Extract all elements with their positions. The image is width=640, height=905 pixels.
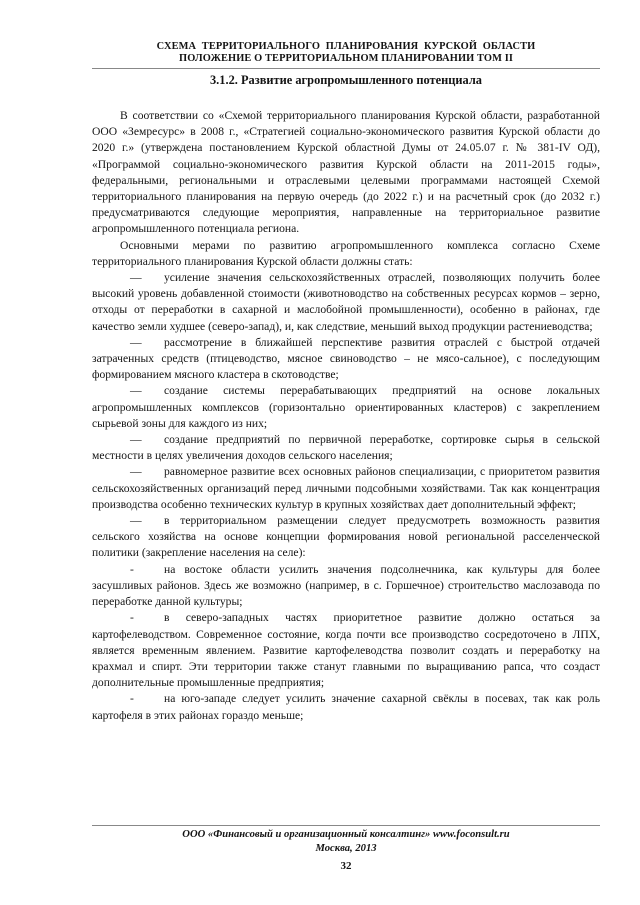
list-dash: —: [130, 384, 142, 398]
list-item: [92, 432, 600, 464]
list-item-text: создание системы перерабатывающих предприятий на основе локальных агропромышленных комплексов (горизонтально ориентированных кластеров) с закреплением сырьевой зоны для каждого из них;: [92, 384, 600, 430]
list-dash: —: [130, 271, 142, 285]
document-body: [92, 108, 600, 724]
list-dash: -: [130, 692, 134, 706]
list-item: [92, 464, 600, 513]
list-item-text: в северо-западных частях приоритетное развитие должно остаться за картофелеводством. Современное состояние, когда почти все производство сосредоточено в ЛПХ, является временным явлением. Развитие картофелеводства позволит создать и переработку на крахмал и спирт. Эти территории также станут главными по выращиванию рапса, что создаст дополнительные промышленные предприятия;: [92, 611, 600, 690]
footer-company: ООО «Финансовый и организационный консалтинг» www.foconsult.ru: [182, 829, 510, 840]
section-title: 3.1.2. Развитие агропромышленного потенциала: [209, 73, 482, 87]
list-dash: —: [130, 514, 142, 528]
header-title: СХЕМА ТЕРРИТОРИАЛЬНОГО ПЛАНИРОВАНИЯ КУРСКОЙ ОБЛАСТИ: [156, 41, 536, 52]
header-subtitle: ПОЛОЖЕНИЕ О ТЕРРИТОРИАЛЬНОМ ПЛАНИРОВАНИИ ТОМ II: [179, 53, 513, 64]
list-item-text: рассмотрение в ближайшей перспективе развития отраслей с быстрой отдачей затраченных средств (птицеводство, мясное свиноводство – не мясо-сальное), с последующим формированием мясного кластера в скотоводстве;: [92, 335, 600, 382]
header-divider: [92, 68, 600, 69]
paragraph-intro: В соответствии со «Схемой территориального планирования Курской области, разработанной ООО «Земресурс» в 2008 г., «Стратегией социально-экономического развития Курской области до 2020 г.» (утверждена постановлением Курской областной Думы от 24.05.07 г. № 381-IV ОД), «Программой социально-экономического развития Курской области на 2011-2015 годы», федеральными, региональными и отраслевыми целевыми программами настоящей Схемой территориального планирования на первую очередь (до 2022 г.) и на расчетный срок (до 2032 г.) предусматриваются следующие мероприятия, направленные на территориальное развитие агропромышленного потенциала региона.: [92, 109, 600, 236]
list-item: [92, 562, 600, 611]
list-item: [92, 383, 600, 432]
list-item: [92, 270, 600, 335]
list-item-text: на юго-западе следует усилить значение сахарной свёклы в посевах, так как роль картофеля в этих районах гораздо меньше;: [92, 692, 600, 722]
list-dash: —: [130, 335, 142, 349]
list-item-text: усиление значения сельскохозяйственных отраслей, позволяющих получить более высокий уровень добавленной стоимости (животноводство на собственных ресурсах кормов – зерно, отходы от переработки в сахарной и маслобойной промышленности), особенно в районах, где качество земли худшее (северо-запад), и, как следствие, меньший выход продукции растениеводства;: [92, 271, 600, 333]
page-number: 32: [340, 860, 352, 872]
list-item: [92, 691, 600, 723]
list-item-text: равномерное развитие всех основных районов специализации, с приоритетом развития сельскохозяйственных организаций перед личными подсобными хозяйствами. Так как концентрация производства особенно технических культур в крупных хозяйствах дает дополнительный эффект;: [92, 465, 600, 511]
footer-city-year: Москва, 2013: [315, 843, 377, 854]
list-dash: -: [130, 611, 134, 625]
paragraph-measures: Основными мерами по развитию агропромышленного комплекса согласно Схеме территориального планирования Курской области должны стать:: [92, 238, 600, 268]
list-item-text: на востоке области усилить значения подсолнечника, как культуры для более засушливых районов. Здесь же возможно (например, в с. Горшечное) строительство маслозавода по переработке данной культуры;: [92, 562, 600, 609]
list-dash: —: [130, 465, 142, 479]
footer-divider: [92, 825, 600, 826]
list-item: [92, 513, 600, 562]
list-item-text: создание предприятий по первичной переработке, сортировке сырья в сельской местности в целях увеличения доходов сельского населения;: [92, 433, 600, 463]
list-item-text: в территориальном размещении следует предусмотреть возможность развития сельского хозяйства на основе концепции формирования новой региональной расселенческой политики (закрепление населения на селе):: [92, 514, 600, 560]
list-dash: -: [130, 562, 134, 576]
list-item: [92, 610, 600, 691]
list-dash: —: [130, 433, 142, 447]
list-item: [92, 335, 600, 384]
